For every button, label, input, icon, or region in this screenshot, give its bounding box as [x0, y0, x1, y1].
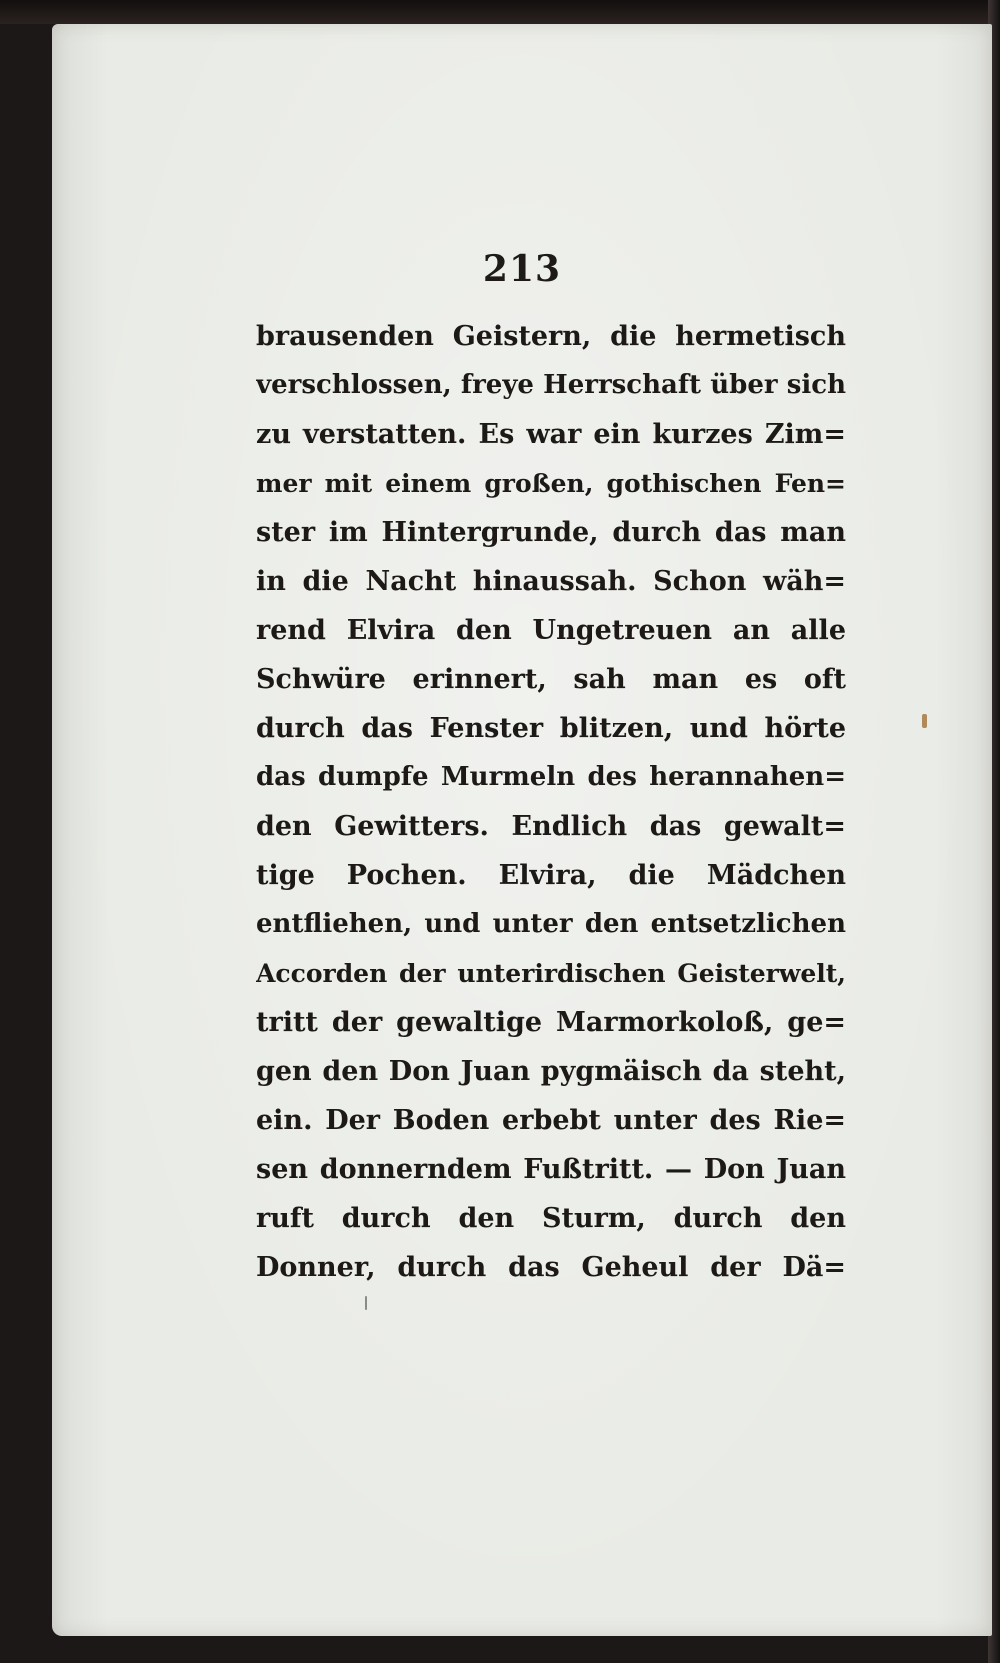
text-line: verschlossen, freye Herrschaft über sich: [256, 370, 846, 400]
text-line: entfliehen, und unter den entsetzlichen: [256, 909, 846, 939]
book-binding-top-edge: [0, 0, 1000, 24]
text-line: Schwüre erinnert, sah man es oft: [256, 664, 846, 695]
text-line: Donner, durch das Geheul der Dä=: [256, 1252, 846, 1283]
text-line: in die Nacht hinaussah. Schon wäh=: [256, 566, 846, 597]
text-line: ster im Hintergrunde, durch das man: [256, 517, 846, 548]
text-line: ruft durch den Sturm, durch den: [256, 1203, 846, 1234]
text-line: gen den Don Juan pygmäisch da steht,: [256, 1056, 846, 1087]
text-line: den Gewitters. Endlich das gewalt=: [256, 811, 846, 842]
text-line: mer mit einem großen, gothischen Fen=: [256, 469, 846, 498]
paper-speck: [365, 1296, 367, 1310]
text-line: das dumpfe Murmeln des herannahen=: [256, 762, 846, 792]
page-number: 213: [482, 248, 562, 290]
text-line: brausenden Geistern, die hermetisch: [256, 321, 846, 352]
text-line: durch das Fenster blitzen, und hörte: [256, 713, 846, 744]
text-line: sen donnerndem Fußtritt. — Don Juan: [256, 1154, 846, 1185]
text-line: rend Elvira den Ungetreuen an alle: [256, 615, 846, 646]
paper-page: [52, 24, 992, 1636]
text-line: tige Pochen. Elvira, die Mädchen: [256, 860, 846, 891]
text-line: zu verstatten. Es war ein kurzes Zim=: [256, 419, 846, 450]
text-line: ein. Der Boden erbebt unter des Rie=: [256, 1105, 846, 1136]
paper-speck: [922, 714, 927, 728]
text-line: Accorden der unterirdischen Geisterwelt,: [256, 959, 846, 988]
text-line: tritt der gewaltige Marmorkoloß, ge=: [256, 1007, 846, 1038]
body-text: [256, 312, 846, 1292]
